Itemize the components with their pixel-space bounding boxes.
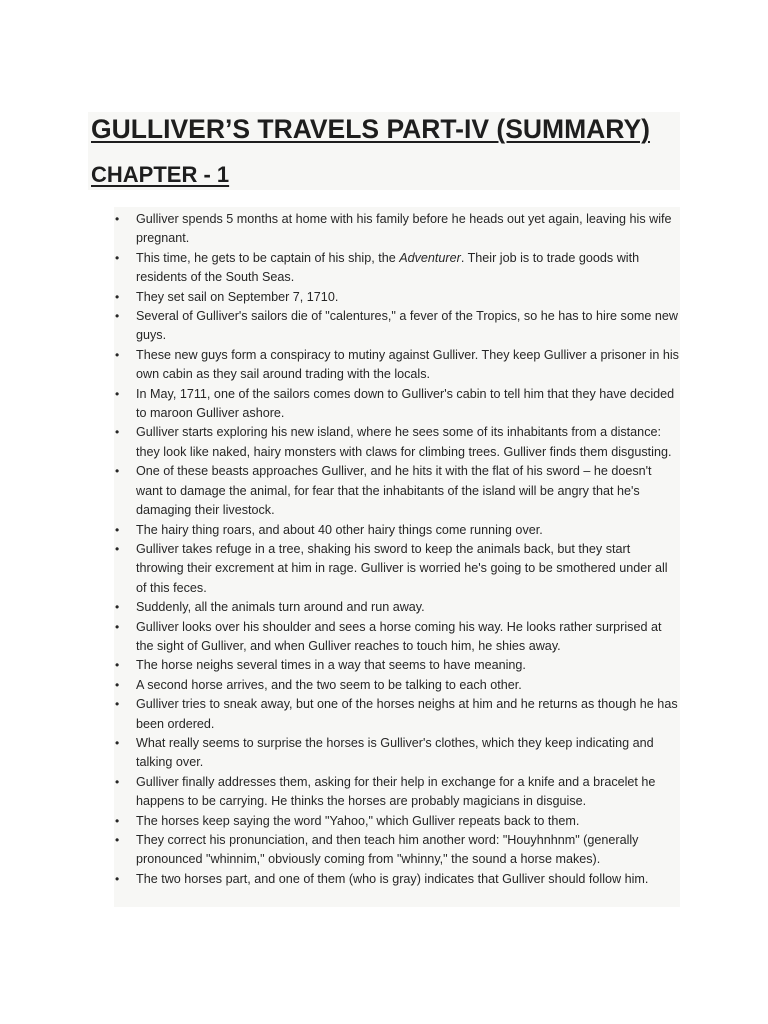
text-segment: A second horse arrives, and the two seem to be talking to each other. xyxy=(136,677,522,692)
list-item-text xyxy=(136,600,425,614)
list-item-text xyxy=(136,658,526,672)
bullet-icon: • xyxy=(115,735,120,750)
list-item xyxy=(114,734,680,773)
bullet-icon: • xyxy=(115,212,120,226)
list-item xyxy=(114,831,680,870)
bullet-icon: • xyxy=(115,619,120,634)
text-segment: . Their job is to trade goods with residents of the South Seas. xyxy=(136,250,640,285)
text-segment: Gulliver spends 5 months at home with his family before he heads out yet again, leaving his wife pregnant. xyxy=(136,212,672,246)
bullet-icon: • xyxy=(115,309,120,324)
list-item-text xyxy=(136,425,671,458)
list-item xyxy=(114,676,680,695)
list-item-text xyxy=(136,872,648,886)
bullet-icon: • xyxy=(115,774,120,789)
bullet-icon: • xyxy=(115,522,120,537)
italic-ship-name: Adventurer xyxy=(399,250,461,265)
list-item-text xyxy=(136,523,543,537)
text-segment: Gulliver takes refuge in a tree, shaking his sword to keep the animals back, but they start throwing their excrement at him in rage. Gulliver is worried he's going to be smothered under all of this feces. xyxy=(136,541,668,595)
list-item xyxy=(114,346,680,385)
list-item xyxy=(114,540,680,598)
bullet-icon: • xyxy=(115,289,120,304)
summary-list-block xyxy=(114,207,680,907)
list-item-text xyxy=(136,542,668,595)
bullet-icon: • xyxy=(115,600,120,615)
bullet-icon: • xyxy=(115,347,120,362)
list-item-text xyxy=(136,833,638,866)
text-segment: One of these beasts approaches Gulliver, and he hits it with the flat of his sword – he doesn't want to damage the animal, for fear that the inhabitants of the island will be angry that he's damaging their livestock. xyxy=(136,464,652,518)
list-item xyxy=(114,462,680,520)
text-segment: They set sail on September 7, 1710. xyxy=(136,289,339,304)
list-item-text xyxy=(136,309,678,342)
list-item xyxy=(114,656,680,675)
list-item-text xyxy=(136,212,672,245)
list-item-text xyxy=(136,697,678,730)
list-item-text xyxy=(136,814,579,828)
text-segment: Gulliver looks over his shoulder and sees a horse coming his way. He looks rather surprised at the sight of Gulliver, and when Gulliver reaches to touch him, he shies away. xyxy=(136,619,662,653)
text-segment: These new guys form a conspiracy to mutiny against Gulliver. They keep Gulliver a prisoner in his own cabin as they sail around trading with the locals. xyxy=(136,347,679,382)
list-item xyxy=(114,812,680,831)
bullet-icon: • xyxy=(115,697,120,712)
text-segment: Several of Gulliver's sailors die of "calentures," a fever of the Tropics, so he has to hire some new guys. xyxy=(136,309,678,343)
list-item-text xyxy=(136,736,654,769)
text-segment: This time, he gets to be captain of his ship, the xyxy=(136,250,400,265)
list-item xyxy=(114,618,680,657)
text-segment: Gulliver starts exploring his new island, where he sees some of its inhabitants from a distance: they look like naked, hairy monsters with claws for climbing trees. Gulliver finds them disgusting. xyxy=(136,425,672,459)
list-item xyxy=(114,521,680,540)
bullet-icon: • xyxy=(115,813,120,828)
list-item xyxy=(114,423,680,462)
text-segment: Gulliver tries to sneak away, but one of the horses neighs at him and he returns as though he has been ordered. xyxy=(136,697,678,731)
bullet-icon: • xyxy=(115,658,120,673)
list-item xyxy=(114,249,680,288)
text-segment: In May, 1711, one of the sailors comes down to Gulliver's cabin to tell him that they have decided to maroon Gulliver ashore. xyxy=(136,386,675,421)
list-item xyxy=(114,773,680,812)
bullet-icon: • xyxy=(115,541,120,556)
text-segment: Gulliver finally addresses them, asking for their help in exchange for a knife and a bracelet he happens to be carrying. He thinks the horses are probably magicians in disguise. xyxy=(136,774,656,809)
list-item xyxy=(114,288,680,307)
text-segment: The horses keep saying the word "Yahoo," which Gulliver repeats back to them. xyxy=(136,813,580,828)
list-item-text xyxy=(136,464,652,517)
list-item xyxy=(114,598,680,617)
bullet-icon: • xyxy=(115,677,120,692)
bullet-icon: • xyxy=(115,833,120,847)
list-item-text xyxy=(136,290,338,304)
list-item-text xyxy=(136,387,674,420)
list-item-text xyxy=(136,678,522,692)
summary-list xyxy=(114,210,680,889)
list-item xyxy=(114,870,680,889)
chapter-heading: CHAPTER - 1 xyxy=(91,162,230,187)
list-item-text xyxy=(136,251,639,284)
text-segment: The horse neighs several times in a way that seems to have meaning. xyxy=(136,658,526,673)
list-item xyxy=(114,307,680,346)
list-item xyxy=(114,695,680,734)
text-segment: What really seems to surprise the horses is Gulliver's clothes, which they keep indicating and talking over. xyxy=(136,735,654,770)
list-item-text xyxy=(136,620,661,653)
text-segment: Suddenly, all the animals turn around and run away. xyxy=(136,600,425,615)
list-item xyxy=(114,385,680,424)
bullet-icon: • xyxy=(115,425,120,440)
bullet-icon: • xyxy=(115,250,120,265)
text-segment: The hairy thing roars, and about 40 other hairy things come running over. xyxy=(136,522,543,537)
bullet-icon: • xyxy=(115,386,120,401)
heading-block xyxy=(88,112,680,190)
list-item-text xyxy=(136,348,679,381)
list-item xyxy=(114,210,680,249)
bullet-icon: • xyxy=(115,464,120,479)
document-title: GULLIVER’S TRAVELS PART-IV (SUMMARY) xyxy=(91,114,650,144)
list-item-text xyxy=(136,775,655,808)
text-segment: They correct his pronunciation, and then teach him another word: "Houyhnhnm" (generally pronounced "whinnim," obviously coming from "whinny," the sound a horse makes). xyxy=(136,833,639,867)
bullet-icon: • xyxy=(115,871,120,886)
text-segment: The two horses part, and one of them (who is gray) indicates that Gulliver should follow him. xyxy=(136,871,649,886)
